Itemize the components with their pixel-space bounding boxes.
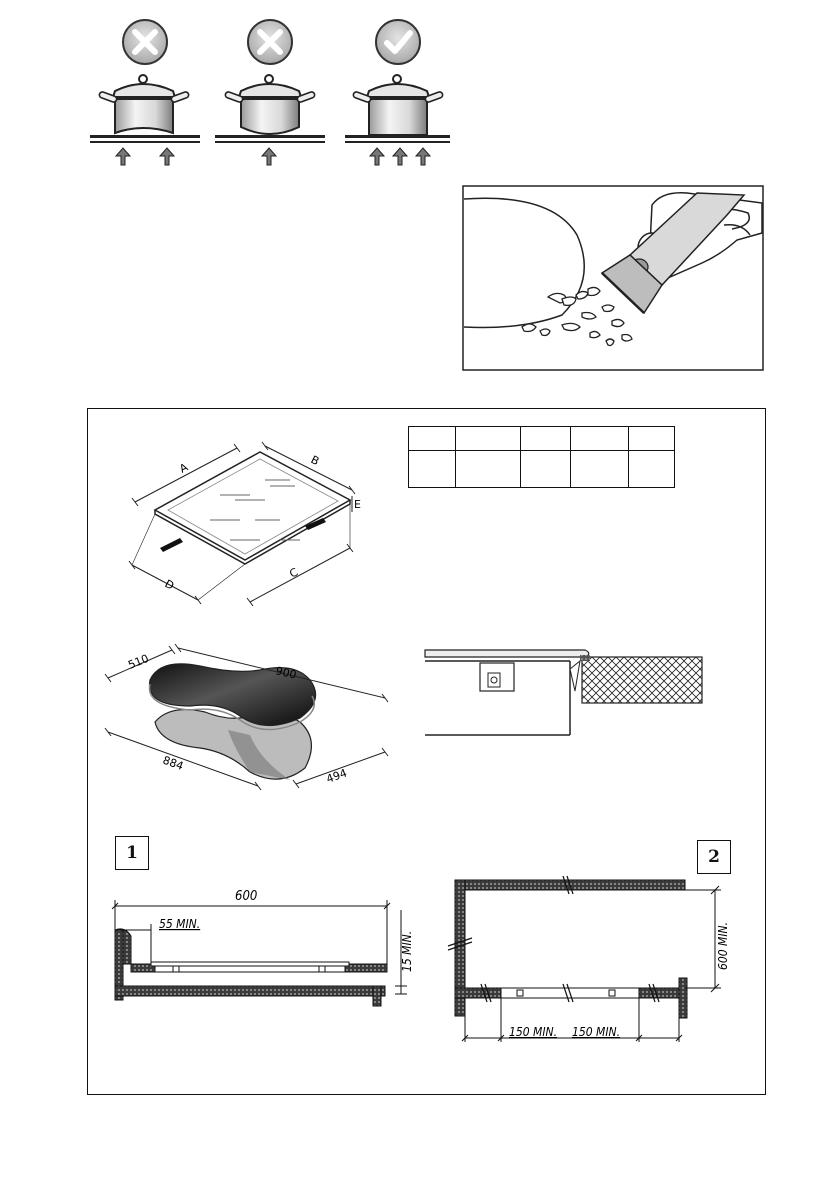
table-cell xyxy=(629,451,675,488)
table-cell xyxy=(521,427,571,451)
label-d: D xyxy=(162,577,177,593)
table-cell xyxy=(629,427,675,451)
label-a: A xyxy=(177,460,191,476)
dim-494: 494 xyxy=(324,766,349,786)
table-cell xyxy=(571,451,629,488)
pot-convex-base xyxy=(215,75,325,165)
dim-900: 900 xyxy=(274,664,298,682)
label-c: C xyxy=(287,565,301,581)
label-e: E xyxy=(354,498,361,511)
dim-510: 510 xyxy=(126,651,151,672)
dim-600: 600 xyxy=(235,889,258,904)
table-row xyxy=(409,451,675,488)
pot-placement-illustration xyxy=(85,15,455,175)
step-1-clearance-diagram xyxy=(105,880,425,1010)
step-2-badge: 2 xyxy=(697,840,731,874)
table-cell xyxy=(409,451,456,488)
label-b: B xyxy=(308,453,322,469)
table-cell xyxy=(521,451,571,488)
table-row xyxy=(409,427,675,451)
correct-badge xyxy=(376,20,420,64)
kidney-hob-cutout-diagram xyxy=(100,640,400,800)
dim-150-min-left: 150 MIN. xyxy=(509,1025,558,1039)
dim-150-min-right: 150 MIN. xyxy=(572,1025,621,1039)
table-cell xyxy=(409,427,456,451)
dim-600-min: 600 MIN. xyxy=(716,921,730,970)
step-1-badge: 1 xyxy=(115,836,149,870)
wrong-badge-1 xyxy=(123,20,167,64)
table-cell xyxy=(571,427,629,451)
hob-dimensions-diagram xyxy=(120,440,370,610)
dimension-table xyxy=(408,426,675,488)
dim-55-min: 55 MIN. xyxy=(159,917,201,931)
table-cell xyxy=(456,427,521,451)
dim-15-min: 15 MIN. xyxy=(400,930,414,972)
pot-flat-base xyxy=(345,75,450,165)
dim-884: 884 xyxy=(160,753,186,774)
table-cell xyxy=(456,451,521,488)
worktop-section-diagram xyxy=(420,645,710,740)
wrong-badge-2 xyxy=(248,20,292,64)
pot-concave-base xyxy=(90,75,200,165)
step-2-clearance-diagram xyxy=(445,870,745,1050)
scraper-cleaning-illustration xyxy=(462,185,764,371)
